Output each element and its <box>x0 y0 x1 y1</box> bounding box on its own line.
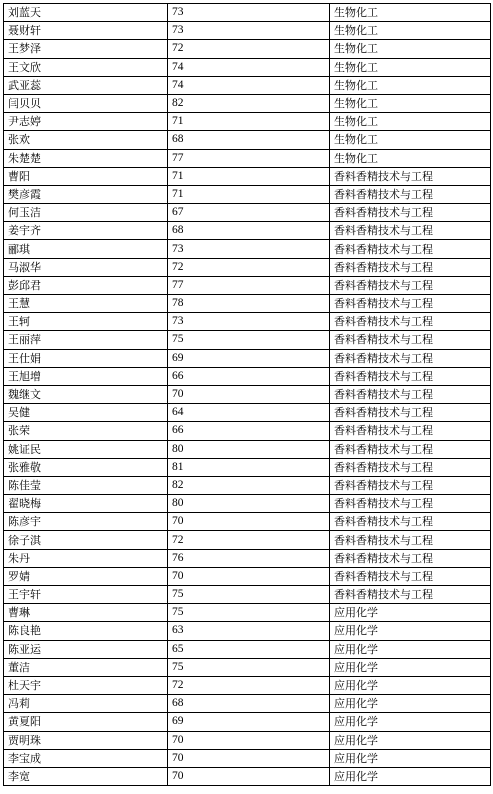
major-cell: 香料香精技术与工程 <box>330 167 491 185</box>
major-cell: 香料香精技术与工程 <box>330 331 491 349</box>
name-cell: 李宽 <box>4 767 168 785</box>
table-row <box>4 58 491 76</box>
name-cell: 张荣 <box>4 422 168 440</box>
major-cell: 香料香精技术与工程 <box>330 476 491 494</box>
table-row <box>4 22 491 40</box>
major-cell: 应用化学 <box>330 749 491 767</box>
name-cell: 贾明珠 <box>4 731 168 749</box>
name-cell: 王梦泽 <box>4 40 168 58</box>
score-cell: 75 <box>168 604 330 622</box>
major-cell: 应用化学 <box>330 695 491 713</box>
name-cell: 郦琪 <box>4 240 168 258</box>
score-cell: 74 <box>168 58 330 76</box>
major-cell: 生物化工 <box>330 4 491 22</box>
score-cell: 74 <box>168 76 330 94</box>
name-cell: 徐子淇 <box>4 531 168 549</box>
name-cell: 董洁 <box>4 658 168 676</box>
score-cell: 69 <box>168 713 330 731</box>
major-cell: 香料香精技术与工程 <box>330 222 491 240</box>
table-row <box>4 385 491 403</box>
table-row <box>4 695 491 713</box>
score-cell: 69 <box>168 349 330 367</box>
table-row <box>4 331 491 349</box>
score-cell: 65 <box>168 640 330 658</box>
major-cell: 应用化学 <box>330 604 491 622</box>
major-cell: 香料香精技术与工程 <box>330 385 491 403</box>
major-cell: 香料香精技术与工程 <box>330 240 491 258</box>
major-cell: 香料香精技术与工程 <box>330 313 491 331</box>
name-cell: 朱楚楚 <box>4 149 168 167</box>
major-cell: 香料香精技术与工程 <box>330 404 491 422</box>
table-row <box>4 4 491 22</box>
major-cell: 香料香精技术与工程 <box>330 295 491 313</box>
major-cell: 应用化学 <box>330 640 491 658</box>
table-row <box>4 749 491 767</box>
major-cell: 香料香精技术与工程 <box>330 567 491 585</box>
major-cell: 香料香精技术与工程 <box>330 549 491 567</box>
table-row <box>4 476 491 494</box>
table-row <box>4 404 491 422</box>
major-cell: 生物化工 <box>330 58 491 76</box>
major-cell: 香料香精技术与工程 <box>330 258 491 276</box>
score-cell: 66 <box>168 422 330 440</box>
score-cell: 75 <box>168 658 330 676</box>
major-cell: 香料香精技术与工程 <box>330 440 491 458</box>
table-row <box>4 94 491 112</box>
name-cell: 彭邱君 <box>4 276 168 294</box>
major-cell: 生物化工 <box>330 76 491 94</box>
table-row <box>4 313 491 331</box>
score-cell: 77 <box>168 149 330 167</box>
name-cell: 杜天宇 <box>4 676 168 694</box>
name-cell: 王轲 <box>4 313 168 331</box>
major-cell: 香料香精技术与工程 <box>330 204 491 222</box>
major-cell: 生物化工 <box>330 94 491 112</box>
score-cell: 70 <box>168 749 330 767</box>
score-cell: 71 <box>168 167 330 185</box>
score-cell: 67 <box>168 204 330 222</box>
name-cell: 王丽萍 <box>4 331 168 349</box>
score-cell: 81 <box>168 458 330 476</box>
score-cell: 68 <box>168 695 330 713</box>
table-row <box>4 495 491 513</box>
name-cell: 王慧 <box>4 295 168 313</box>
table-row <box>4 113 491 131</box>
table-row <box>4 440 491 458</box>
score-cell: 80 <box>168 495 330 513</box>
table-row <box>4 640 491 658</box>
name-cell: 尹志婷 <box>4 113 168 131</box>
score-cell: 73 <box>168 240 330 258</box>
name-cell: 罗婧 <box>4 567 168 585</box>
name-cell: 马淑华 <box>4 258 168 276</box>
score-cell: 72 <box>168 40 330 58</box>
table-row <box>4 167 491 185</box>
name-cell: 陈佳莹 <box>4 476 168 494</box>
major-cell: 生物化工 <box>330 149 491 167</box>
name-cell: 张欢 <box>4 131 168 149</box>
name-cell: 刘蓝天 <box>4 4 168 22</box>
score-cell: 72 <box>168 676 330 694</box>
table-row <box>4 204 491 222</box>
name-cell: 冯莉 <box>4 695 168 713</box>
table-row <box>4 40 491 58</box>
name-cell: 武亚蕊 <box>4 76 168 94</box>
score-cell: 71 <box>168 113 330 131</box>
score-cell: 68 <box>168 222 330 240</box>
name-cell: 吴健 <box>4 404 168 422</box>
score-cell: 68 <box>168 131 330 149</box>
major-cell: 香料香精技术与工程 <box>330 276 491 294</box>
major-cell: 香料香精技术与工程 <box>330 513 491 531</box>
table-row <box>4 658 491 676</box>
table-row <box>4 713 491 731</box>
major-cell: 香料香精技术与工程 <box>330 495 491 513</box>
name-cell: 翟晓梅 <box>4 495 168 513</box>
score-cell: 66 <box>168 367 330 385</box>
major-cell: 香料香精技术与工程 <box>330 458 491 476</box>
major-cell: 应用化学 <box>330 731 491 749</box>
table-row <box>4 767 491 785</box>
name-cell: 曹琳 <box>4 604 168 622</box>
score-cell: 73 <box>168 22 330 40</box>
score-cell: 70 <box>168 767 330 785</box>
score-cell: 77 <box>168 276 330 294</box>
score-table-body <box>4 4 491 786</box>
score-cell: 73 <box>168 313 330 331</box>
table-row <box>4 349 491 367</box>
score-cell: 70 <box>168 731 330 749</box>
table-row <box>4 549 491 567</box>
major-cell: 香料香精技术与工程 <box>330 422 491 440</box>
score-cell: 70 <box>168 567 330 585</box>
score-cell: 80 <box>168 440 330 458</box>
table-row <box>4 567 491 585</box>
major-cell: 生物化工 <box>330 22 491 40</box>
name-cell: 黄夏阳 <box>4 713 168 731</box>
major-cell: 应用化学 <box>330 622 491 640</box>
score-cell: 73 <box>168 4 330 22</box>
name-cell: 陈亚运 <box>4 640 168 658</box>
score-cell: 82 <box>168 94 330 112</box>
major-cell: 香料香精技术与工程 <box>330 349 491 367</box>
score-cell: 82 <box>168 476 330 494</box>
score-cell: 70 <box>168 513 330 531</box>
name-cell: 樊彦霞 <box>4 185 168 203</box>
table-row <box>4 131 491 149</box>
name-cell: 曹阳 <box>4 167 168 185</box>
score-cell: 76 <box>168 549 330 567</box>
table-row <box>4 586 491 604</box>
major-cell: 生物化工 <box>330 40 491 58</box>
name-cell: 王仕娟 <box>4 349 168 367</box>
major-cell: 应用化学 <box>330 767 491 785</box>
table-row <box>4 731 491 749</box>
table-row <box>4 185 491 203</box>
table-row <box>4 676 491 694</box>
major-cell: 香料香精技术与工程 <box>330 531 491 549</box>
name-cell: 陈良艳 <box>4 622 168 640</box>
major-cell: 香料香精技术与工程 <box>330 185 491 203</box>
table-row <box>4 222 491 240</box>
major-cell: 应用化学 <box>330 676 491 694</box>
name-cell: 聂财轩 <box>4 22 168 40</box>
table-row <box>4 458 491 476</box>
table-row <box>4 622 491 640</box>
score-cell: 78 <box>168 295 330 313</box>
score-cell: 72 <box>168 531 330 549</box>
table-row <box>4 258 491 276</box>
score-cell: 71 <box>168 185 330 203</box>
score-cell: 72 <box>168 258 330 276</box>
major-cell: 应用化学 <box>330 713 491 731</box>
major-cell: 生物化工 <box>330 131 491 149</box>
name-cell: 王文欣 <box>4 58 168 76</box>
table-row <box>4 76 491 94</box>
table-row <box>4 422 491 440</box>
score-table <box>3 3 491 786</box>
name-cell: 朱丹 <box>4 549 168 567</box>
name-cell: 魏继文 <box>4 385 168 403</box>
score-cell: 70 <box>168 385 330 403</box>
major-cell: 香料香精技术与工程 <box>330 367 491 385</box>
major-cell: 生物化工 <box>330 113 491 131</box>
name-cell: 王宇轩 <box>4 586 168 604</box>
table-row <box>4 604 491 622</box>
table-row <box>4 240 491 258</box>
table-row <box>4 367 491 385</box>
score-cell: 63 <box>168 622 330 640</box>
name-cell: 何玉洁 <box>4 204 168 222</box>
table-row <box>4 295 491 313</box>
table-row <box>4 513 491 531</box>
name-cell: 陈彦宇 <box>4 513 168 531</box>
score-cell: 75 <box>168 586 330 604</box>
score-cell: 75 <box>168 331 330 349</box>
name-cell: 李宝成 <box>4 749 168 767</box>
name-cell: 张雅敬 <box>4 458 168 476</box>
table-row <box>4 149 491 167</box>
table-row <box>4 276 491 294</box>
name-cell: 姚证民 <box>4 440 168 458</box>
name-cell: 闫贝贝 <box>4 94 168 112</box>
name-cell: 王旭增 <box>4 367 168 385</box>
major-cell: 应用化学 <box>330 658 491 676</box>
score-cell: 64 <box>168 404 330 422</box>
major-cell: 香料香精技术与工程 <box>330 586 491 604</box>
name-cell: 姜宇齐 <box>4 222 168 240</box>
table-row <box>4 531 491 549</box>
